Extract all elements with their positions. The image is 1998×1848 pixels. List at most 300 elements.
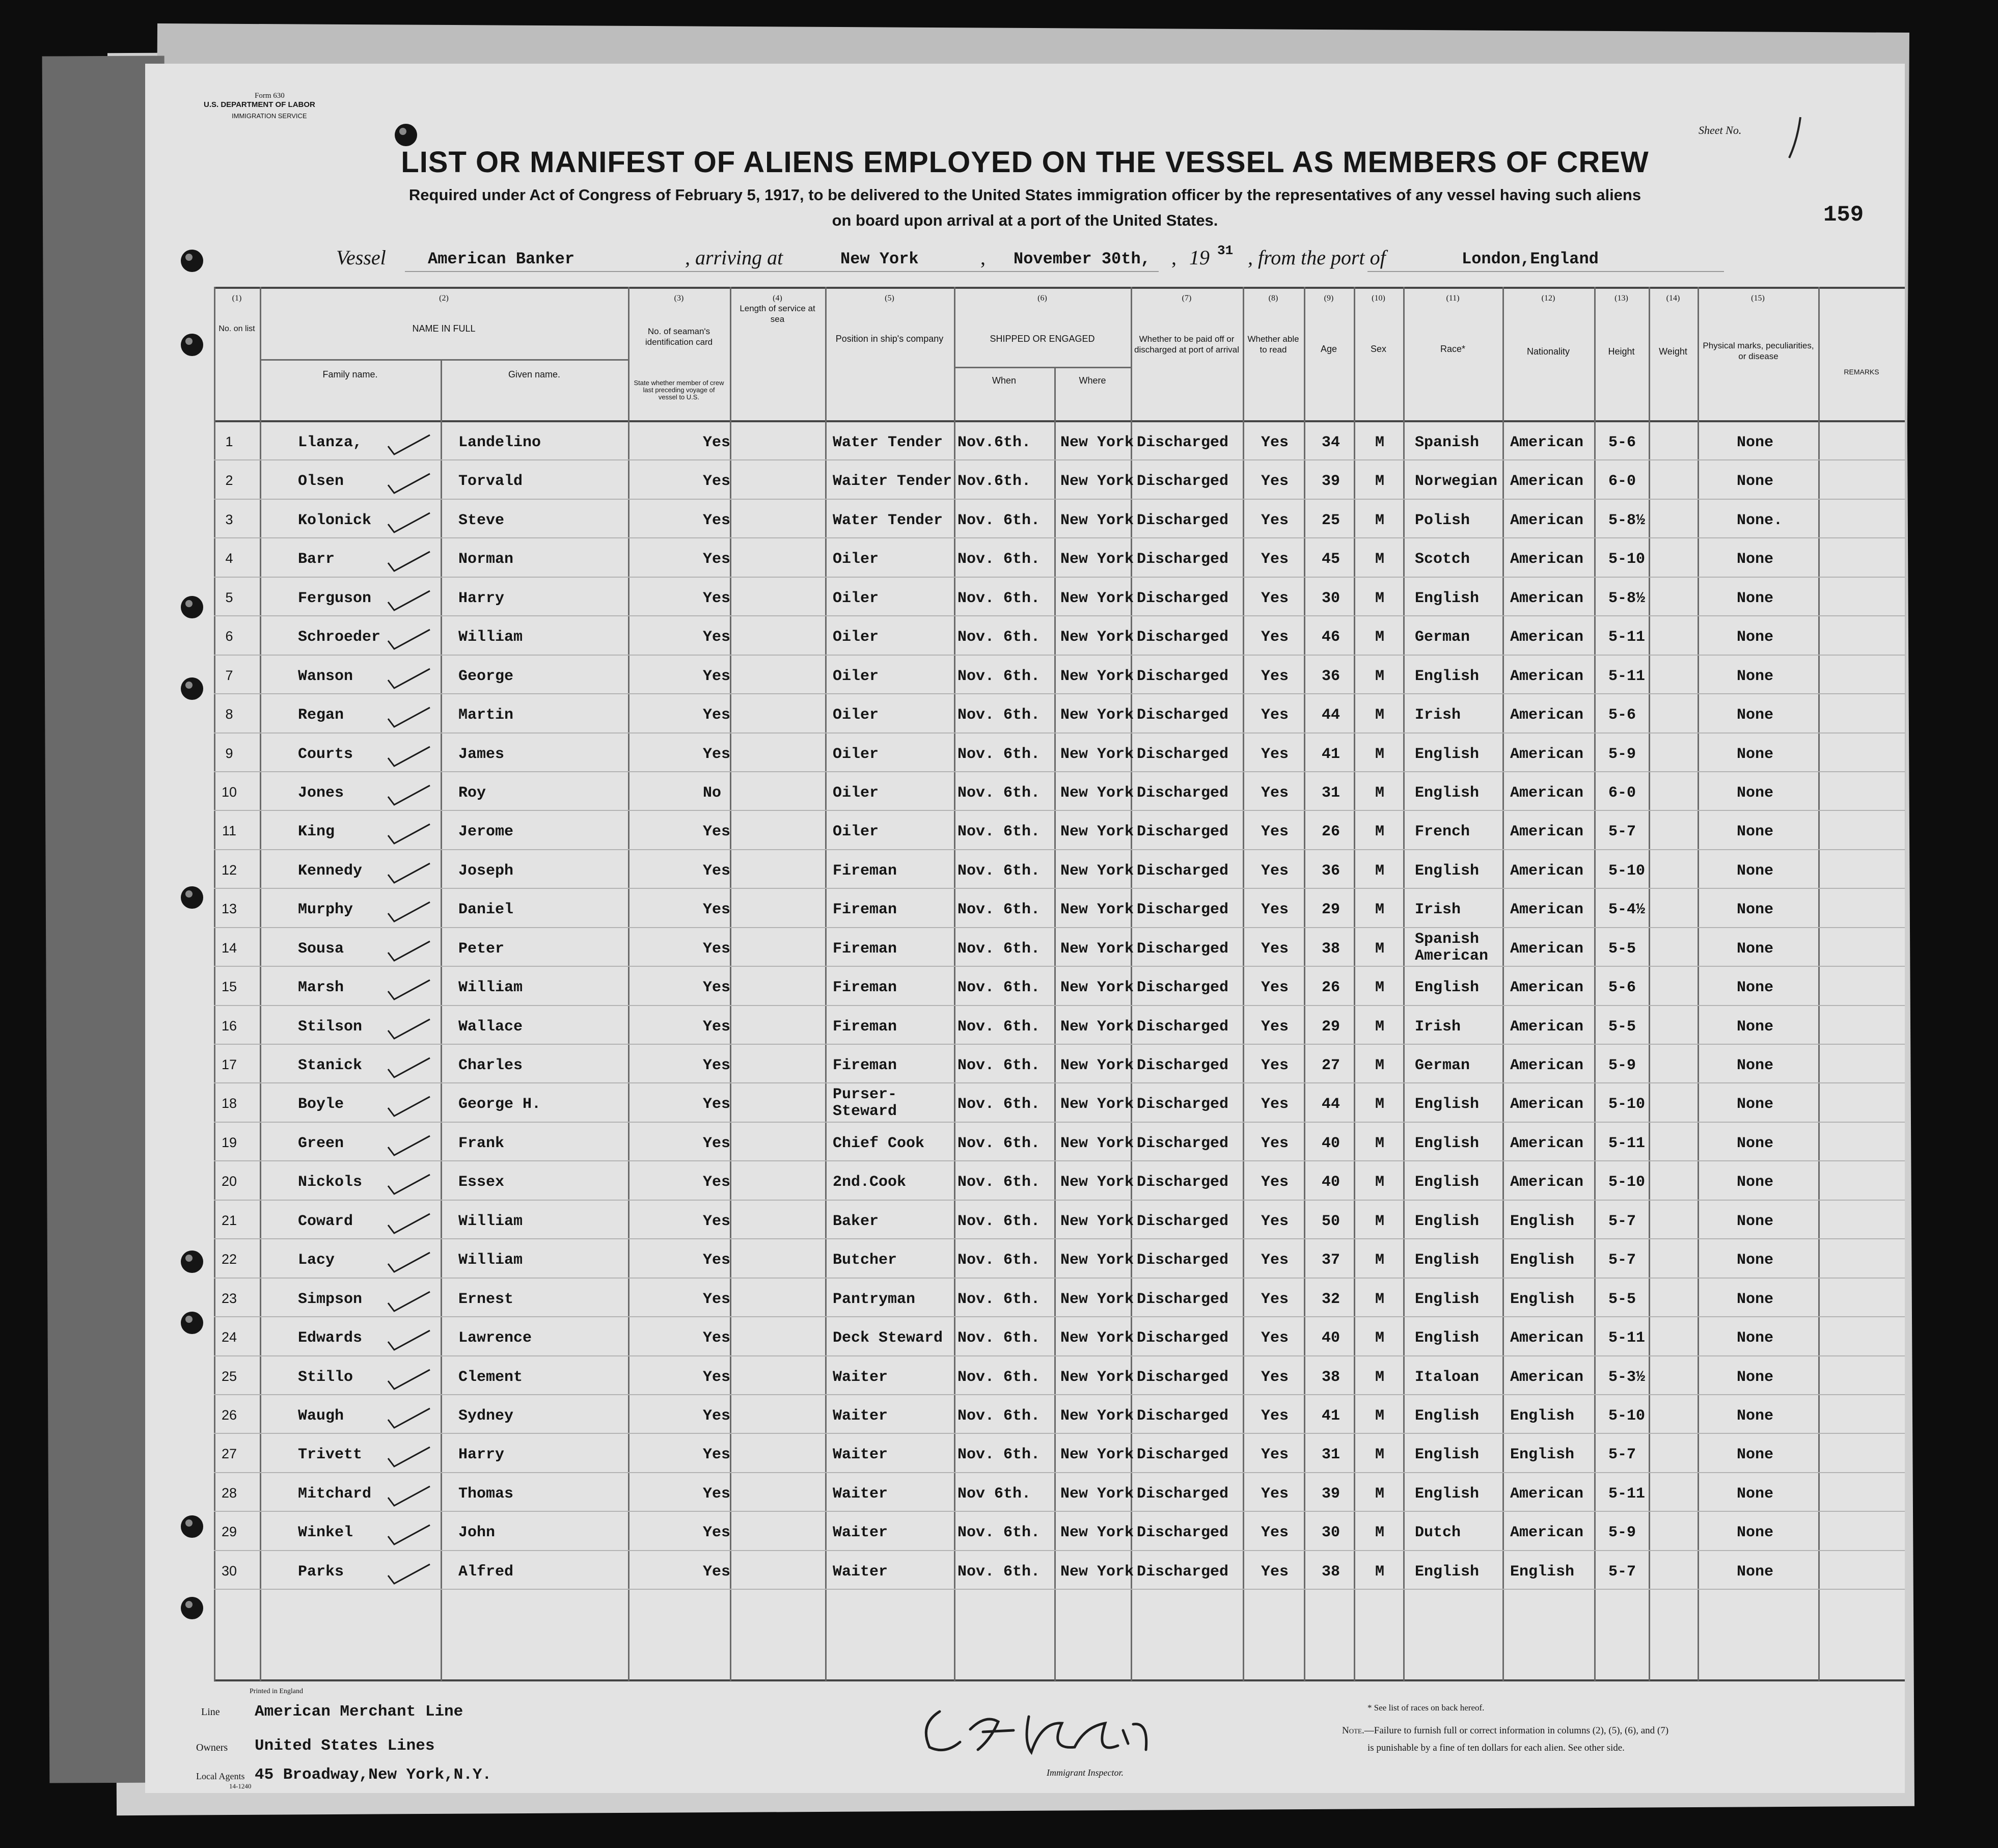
cell-sex: M — [1375, 434, 1385, 451]
page-title: LIST OR MANIFEST OF ALIENS EMPLOYED ON THE VESSEL AS MEMBERS OF CREW — [401, 146, 1649, 179]
cell-where: New York — [1060, 745, 1134, 763]
table-row — [214, 1434, 1905, 1473]
cell-nationality: American — [1510, 1018, 1584, 1036]
cell-race: English — [1415, 1174, 1480, 1191]
cell-height: 5-11 — [1608, 1329, 1646, 1347]
cell-no: 26 — [221, 1407, 237, 1423]
printed-note: Printed in England — [250, 1688, 303, 1695]
cell-no: 21 — [221, 1212, 237, 1228]
cell-family: Stanick — [298, 1057, 363, 1074]
cell-race: German — [1415, 629, 1470, 646]
crew-list — [214, 422, 1905, 1590]
cell-read: Yes — [1261, 1485, 1289, 1503]
cell-marks: None — [1737, 823, 1774, 841]
cell-nationality: American — [1510, 1368, 1584, 1386]
cell-family: Llanza, — [298, 434, 363, 451]
cell-given: Harry — [458, 1446, 505, 1464]
cell-no: 20 — [221, 1174, 237, 1189]
cell-age: 29 — [1322, 901, 1340, 919]
cell-where: New York — [1060, 1212, 1134, 1230]
cell-marks: None — [1737, 1563, 1774, 1581]
cell-card: Yes — [703, 1134, 731, 1152]
table-row — [214, 578, 1905, 616]
cell-height: 5-7 — [1608, 1563, 1636, 1581]
cell-read: Yes — [1261, 979, 1289, 997]
cell-discharged: Discharged — [1137, 823, 1229, 841]
cell-no: 1 — [225, 434, 233, 449]
manifest-sheet — [145, 64, 1905, 1793]
check-mark-icon — [386, 667, 432, 690]
cell-family: Stillo — [298, 1368, 353, 1386]
cell-marks: None — [1737, 1174, 1774, 1191]
col-number: (14) — [1666, 294, 1680, 303]
owners-label: Owners — [196, 1742, 228, 1753]
cell-discharged: Discharged — [1137, 745, 1229, 763]
cell-nationality: American — [1510, 629, 1584, 646]
table-row — [214, 1239, 1905, 1278]
cell-read: Yes — [1261, 1096, 1289, 1113]
cell-no: 15 — [221, 979, 237, 995]
cell-given: Joseph — [458, 862, 514, 880]
table-row — [214, 500, 1905, 538]
cell-card: Yes — [703, 1368, 731, 1386]
cell-race: English — [1415, 667, 1480, 685]
service-label: IMMIGRATION SERVICE — [232, 112, 307, 120]
cell-no: 28 — [221, 1485, 237, 1501]
cell-marks: None — [1737, 745, 1774, 763]
cell-nationality: American — [1510, 1329, 1584, 1347]
cell-family: Lacy — [298, 1252, 335, 1269]
cell-height: 5-7 — [1608, 1212, 1636, 1230]
cell-position: Waiter — [833, 1524, 888, 1542]
cell-given: Essex — [458, 1174, 505, 1191]
cell-age: 40 — [1322, 1329, 1340, 1347]
cell-where: New York — [1060, 823, 1134, 841]
cell-height: 5-11 — [1608, 1485, 1646, 1503]
check-mark-icon — [386, 1406, 432, 1430]
cell-position — [833, 1086, 897, 1120]
cell-when: Nov. 6th. — [957, 784, 1041, 802]
cell-marks: None — [1737, 901, 1774, 919]
header-given-name: Given name. — [508, 369, 561, 379]
cell-height: 5-10 — [1608, 1096, 1646, 1113]
cell-age: 41 — [1322, 1407, 1340, 1425]
cell-where: New York — [1060, 629, 1134, 646]
table-row — [214, 1317, 1905, 1356]
binder-hole — [181, 250, 203, 272]
cell-read: Yes — [1261, 823, 1289, 841]
cell-where: New York — [1060, 1524, 1134, 1542]
cell-age: 46 — [1322, 629, 1340, 646]
cell-marks: None — [1737, 1096, 1774, 1113]
col-number: (6) — [1037, 294, 1047, 303]
cell-position: Waiter Tender — [833, 473, 952, 491]
cell-age: 36 — [1322, 667, 1340, 685]
cell-card: Yes — [703, 1329, 731, 1347]
cell-race-line1: Spanish — [1415, 930, 1480, 948]
table-row — [214, 1512, 1905, 1551]
comma: , — [1171, 246, 1176, 269]
form-number: Form 630 — [255, 92, 285, 100]
cell-family: Regan — [298, 706, 344, 724]
header-age: Age — [1320, 344, 1337, 354]
department-label: U.S. DEPARTMENT OF LABOR — [204, 100, 315, 109]
cell-when: Nov 6th. — [957, 1485, 1031, 1503]
cell-position: Fireman — [833, 940, 897, 958]
cell-age: 44 — [1322, 706, 1340, 724]
cell-sex: M — [1375, 511, 1385, 529]
cell-where: New York — [1060, 1563, 1134, 1581]
cell-no: 3 — [225, 511, 233, 527]
cell-height: 5-9 — [1608, 745, 1636, 763]
cell-position: Oiler — [833, 823, 879, 841]
cell-card: Yes — [703, 1057, 731, 1074]
cell-no: 22 — [221, 1252, 237, 1267]
cell-card: Yes — [703, 1252, 731, 1269]
cell-where: New York — [1060, 1368, 1134, 1386]
cell-height: 5-10 — [1608, 1407, 1646, 1425]
inspector-label: Immigrant Inspector. — [1047, 1768, 1124, 1778]
cell-race: English — [1415, 1329, 1480, 1347]
cell-height: 5-7 — [1608, 823, 1636, 841]
cell-race — [1415, 931, 1488, 965]
cell-race: English — [1415, 745, 1480, 763]
cell-nationality: English — [1510, 1563, 1575, 1581]
cell-race: Irish — [1415, 706, 1461, 724]
cell-no: 8 — [225, 706, 233, 722]
cell-given: Peter — [458, 940, 505, 958]
cell-read: Yes — [1261, 862, 1289, 880]
table-row — [214, 967, 1905, 1005]
cell-family: Wanson — [298, 667, 353, 685]
cell-read: Yes — [1261, 940, 1289, 958]
cell-read: Yes — [1261, 1563, 1289, 1581]
page-number: 159 — [1823, 202, 1864, 228]
cell-height: 5-10 — [1608, 551, 1646, 568]
col-number: (3) — [674, 294, 684, 303]
cell-read: Yes — [1261, 667, 1289, 685]
cell-when: Nov. 6th. — [957, 1446, 1041, 1464]
cell-nationality: American — [1510, 1485, 1584, 1503]
header-when: When — [992, 375, 1017, 386]
cell-nationality: American — [1510, 901, 1584, 919]
binder-hole — [181, 1597, 203, 1619]
note-line-1: Note.—Failure to furnish full or correct information in columns (2), (5), (6), and (7) — [1342, 1725, 1669, 1736]
cell-no: 13 — [221, 901, 237, 917]
header-last-voyage: State whether member of crew last preceding voyage of vessel to U.S. — [634, 379, 724, 401]
cell-card: Yes — [703, 862, 731, 880]
cell-marks: None — [1737, 551, 1774, 568]
comma: , — [980, 246, 986, 269]
cell-position: Fireman — [833, 1057, 897, 1074]
cell-age: 30 — [1322, 589, 1340, 607]
cell-height: 5-7 — [1608, 1446, 1636, 1464]
cell-family: Trivett — [298, 1446, 363, 1464]
cell-race: German — [1415, 1057, 1470, 1074]
cell-family: Schroeder — [298, 629, 381, 646]
table-row — [214, 1473, 1905, 1512]
header-height: Height — [1608, 346, 1635, 357]
check-mark-icon — [386, 1056, 432, 1079]
cell-race: English — [1415, 1096, 1480, 1113]
cell-age: 31 — [1322, 784, 1340, 802]
cell-family: Ferguson — [298, 589, 372, 607]
header-length-of-service: Length of service at sea — [740, 304, 815, 324]
cell-card: Yes — [703, 667, 731, 685]
cell-marks: None — [1737, 1212, 1774, 1230]
cell-family: Simpson — [298, 1290, 363, 1308]
cell-height: 5-3½ — [1608, 1368, 1646, 1386]
cell-age: 32 — [1322, 1290, 1340, 1308]
cell-given: Martin — [458, 706, 514, 724]
cell-read: Yes — [1261, 1368, 1289, 1386]
cell-nationality: American — [1510, 473, 1584, 491]
cell-where: New York — [1060, 940, 1134, 958]
cell-race: French — [1415, 823, 1470, 841]
cell-nationality: American — [1510, 862, 1584, 880]
cell-where: New York — [1060, 434, 1134, 451]
cell-where: New York — [1060, 1174, 1134, 1191]
cell-marks: None — [1737, 667, 1774, 685]
cell-read: Yes — [1261, 473, 1289, 491]
check-mark-icon — [386, 978, 432, 1001]
check-mark-icon — [386, 1017, 432, 1041]
table-row — [214, 422, 1905, 460]
table-row — [214, 733, 1905, 772]
cell-no: 16 — [221, 1018, 237, 1034]
cell-race: English — [1415, 1446, 1480, 1464]
col-number: (7) — [1182, 294, 1192, 303]
cell-read: Yes — [1261, 1407, 1289, 1425]
cell-discharged: Discharged — [1137, 862, 1229, 880]
from-port-label: , from the port of — [1248, 246, 1386, 269]
cell-nationality: American — [1510, 1096, 1584, 1113]
cell-where: New York — [1060, 1252, 1134, 1269]
cell-race: English — [1415, 1485, 1480, 1503]
line-label: Line — [201, 1706, 220, 1718]
cell-position: Butcher — [833, 1252, 897, 1269]
binder-hole — [181, 596, 203, 618]
cell-sex: M — [1375, 1563, 1385, 1581]
table-row — [214, 1083, 1905, 1122]
cell-card: Yes — [703, 551, 731, 568]
cell-race: English — [1415, 1407, 1480, 1425]
cell-age: 34 — [1322, 434, 1340, 451]
cell-nationality: English — [1510, 1407, 1575, 1425]
cell-when: Nov. 6th. — [957, 745, 1041, 763]
cell-given: Roy — [458, 784, 486, 802]
cell-marks: None — [1737, 1290, 1774, 1308]
check-mark-icon — [386, 433, 432, 456]
cell-family: Kolonick — [298, 511, 372, 529]
cell-given: Torvald — [458, 473, 523, 491]
check-mark-icon — [386, 861, 432, 885]
cell-when: Nov. 6th. — [957, 1057, 1041, 1074]
table-row — [214, 1045, 1905, 1083]
cell-nationality: American — [1510, 1134, 1584, 1152]
cell-read: Yes — [1261, 511, 1289, 529]
table-row — [214, 1006, 1905, 1045]
cell-position: Baker — [833, 1212, 879, 1230]
cell-family: Barr — [298, 551, 335, 568]
cell-discharged: Discharged — [1137, 1212, 1229, 1230]
binder-hole — [181, 677, 203, 700]
cell-nationality: American — [1510, 511, 1584, 529]
cell-given: William — [458, 1212, 523, 1230]
cell-family: Coward — [298, 1212, 353, 1230]
cell-discharged: Discharged — [1137, 551, 1229, 568]
cell-card: Yes — [703, 1096, 731, 1113]
cell-no: 27 — [221, 1446, 237, 1462]
cell-where: New York — [1060, 1329, 1134, 1347]
cell-position: 2nd.Cook — [833, 1174, 907, 1191]
check-mark-icon — [386, 822, 432, 846]
cell-given: William — [458, 979, 523, 997]
cell-when: Nov. 6th. — [957, 1174, 1041, 1191]
cell-where: New York — [1060, 1485, 1134, 1503]
cell-nationality: American — [1510, 823, 1584, 841]
cell-where: New York — [1060, 1018, 1134, 1036]
table-row — [214, 850, 1905, 889]
cell-given: Norman — [458, 551, 514, 568]
cell-race: English — [1415, 1134, 1480, 1152]
cell-marks: None — [1737, 862, 1774, 880]
cell-when: Nov. 6th. — [957, 1096, 1041, 1113]
cell-sex: M — [1375, 1134, 1385, 1152]
race-note: * See list of races on back hereof. — [1367, 1703, 1485, 1713]
cell-discharged: Discharged — [1137, 629, 1229, 646]
vessel-label: Vessel — [336, 246, 386, 269]
check-mark-icon — [386, 472, 432, 495]
cell-marks: None — [1737, 1252, 1774, 1269]
col-number: (12) — [1541, 294, 1555, 303]
cell-sex: M — [1375, 1407, 1385, 1425]
cell-given: Daniel — [458, 901, 514, 919]
cell-family: Courts — [298, 745, 353, 763]
cell-discharged: Discharged — [1137, 1134, 1229, 1152]
cell-sex: M — [1375, 1057, 1385, 1074]
cell-height: 5-9 — [1608, 1524, 1636, 1542]
cell-height: 5-7 — [1608, 1252, 1636, 1269]
header-where: Where — [1079, 375, 1106, 386]
cell-given: Clement — [458, 1368, 523, 1386]
subtitle-line-2: on board upon arrival at a port of the United States. — [832, 211, 1218, 229]
cell-when: Nov. 6th. — [957, 706, 1041, 724]
cell-where: New York — [1060, 1446, 1134, 1464]
cell-read: Yes — [1261, 1329, 1289, 1347]
cell-when: Nov. 6th. — [957, 1524, 1041, 1542]
cell-marks: None — [1737, 940, 1774, 958]
cell-given: Landelino — [458, 434, 541, 451]
header-discharged: Whether to be paid off or discharged at port of arrival — [1134, 334, 1239, 355]
cell-marks: None — [1737, 706, 1774, 724]
cell-race-line2: American — [1415, 947, 1489, 965]
cell-position: Waiter — [833, 1368, 888, 1386]
binder-hole — [181, 1312, 203, 1334]
cell-height: 5-8½ — [1608, 511, 1646, 529]
check-mark-icon — [386, 1562, 432, 1586]
cell-card: Yes — [703, 434, 731, 451]
table-row — [214, 928, 1905, 967]
cell-read: Yes — [1261, 1524, 1289, 1542]
cell-no: 25 — [221, 1368, 237, 1384]
cell-position: Oiler — [833, 784, 879, 802]
cell-where: New York — [1060, 1290, 1134, 1308]
cell-discharged: Discharged — [1137, 1407, 1229, 1425]
cell-position: Waiter — [833, 1446, 888, 1464]
cell-given: William — [458, 1252, 523, 1269]
cell-age: 25 — [1322, 511, 1340, 529]
check-mark-icon — [386, 1445, 432, 1469]
cell-age: 36 — [1322, 862, 1340, 880]
cell-sex: M — [1375, 823, 1385, 841]
header-nationality: Nationality — [1526, 346, 1570, 357]
cell-when: Nov.6th. — [957, 434, 1031, 451]
cell-discharged: Discharged — [1137, 1096, 1229, 1113]
cell-card: Yes — [703, 1290, 731, 1308]
cell-nationality: American — [1510, 979, 1584, 997]
cell-discharged: Discharged — [1137, 1018, 1229, 1036]
cell-card: Yes — [703, 1407, 731, 1425]
cell-race: Irish — [1415, 1018, 1461, 1036]
cell-height: 5-10 — [1608, 1174, 1646, 1191]
cell-age: 41 — [1322, 745, 1340, 763]
cell-when: Nov. 6th. — [957, 1563, 1041, 1581]
cell-card: Yes — [703, 745, 731, 763]
cell-where: New York — [1060, 667, 1134, 685]
cell-card: Yes — [703, 979, 731, 997]
col-number: (4) — [773, 294, 782, 303]
cell-race: English — [1415, 1212, 1480, 1230]
cell-given: Harry — [458, 589, 505, 607]
cell-discharged: Discharged — [1137, 589, 1229, 607]
cell-position: Fireman — [833, 979, 897, 997]
binder-hole — [181, 1251, 203, 1273]
cell-nationality: American — [1510, 667, 1584, 685]
cell-marks: None — [1737, 1485, 1774, 1503]
cell-card: Yes — [703, 901, 731, 919]
cell-height: 5-6 — [1608, 434, 1636, 451]
cell-nationality: American — [1510, 940, 1584, 958]
cell-position: Waiter — [833, 1407, 888, 1425]
header-remarks: REMARKS — [1844, 368, 1879, 376]
cell-when: Nov. 6th. — [957, 511, 1041, 529]
table-row — [214, 694, 1905, 733]
cell-family: Waugh — [298, 1407, 344, 1425]
cell-given: Lawrence — [458, 1329, 532, 1347]
owners: United States Lines — [255, 1737, 435, 1755]
cell-card: Yes — [703, 473, 731, 491]
cell-discharged: Discharged — [1137, 473, 1229, 491]
cell-where: New York — [1060, 473, 1134, 491]
cell-sex: M — [1375, 1018, 1385, 1036]
col-number: (11) — [1446, 294, 1460, 303]
cell-marks: None — [1737, 1524, 1774, 1542]
cell-sex: M — [1375, 745, 1385, 763]
cell-marks: None. — [1737, 511, 1783, 529]
cell-race: English — [1415, 589, 1480, 607]
cell-family: Green — [298, 1134, 344, 1152]
cell-age: 38 — [1322, 1563, 1340, 1581]
cell-sex: M — [1375, 1368, 1385, 1386]
cell-position: Water Tender — [833, 511, 943, 529]
check-mark-icon — [386, 705, 432, 729]
year-suffix: 31 — [1217, 243, 1234, 258]
cell-position-line2: Steward — [833, 1103, 897, 1121]
header-sex: Sex — [1370, 344, 1387, 354]
col-number: (15) — [1751, 294, 1765, 303]
cell-nationality: American — [1510, 706, 1584, 724]
